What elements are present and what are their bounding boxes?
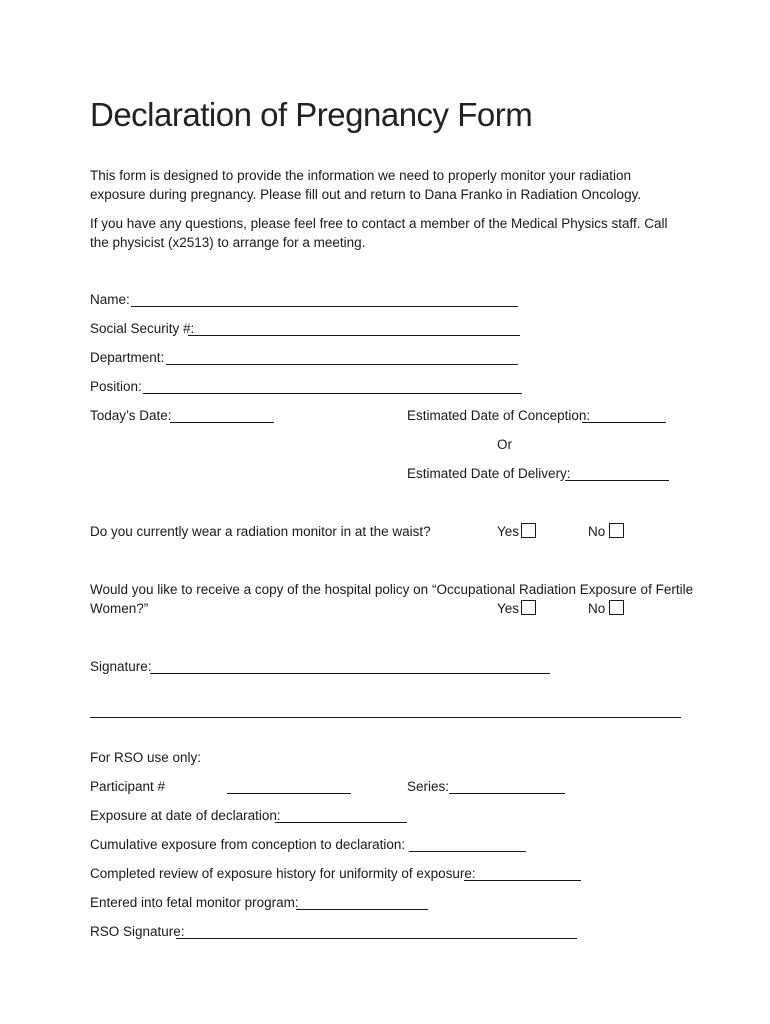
- exposure-review-label: Completed review of exposure history for uniformity of exposure:: [90, 866, 476, 881]
- q2-yes-checkbox[interactable]: [521, 600, 536, 615]
- conception-date-label: Estimated Date of Conception:: [407, 408, 591, 423]
- ssn-label: Social Security #:: [90, 321, 195, 336]
- name-field[interactable]: [131, 306, 518, 307]
- participant-label: Participant #: [90, 779, 166, 794]
- policy-copy-question-line-2: Women?”: [90, 601, 149, 616]
- policy-copy-question-line-1: Would you like to receive a copy of the hospital policy on “Occupational Radiation Exposure of Fertile: [90, 582, 694, 597]
- cumulative-exposure-field[interactable]: [409, 851, 526, 852]
- todays-date-field[interactable]: [170, 422, 274, 423]
- exposure-declaration-field[interactable]: [275, 822, 407, 823]
- exposure-review-field[interactable]: [464, 880, 581, 881]
- section-divider: [90, 717, 681, 718]
- cumulative-exposure-label: Cumulative exposure from conception to declaration:: [90, 837, 406, 852]
- series-label: Series:: [407, 779, 450, 794]
- q2-no-label: No: [588, 601, 606, 616]
- or-label: Or: [497, 437, 512, 452]
- q2-no-checkbox[interactable]: [609, 600, 624, 615]
- series-field[interactable]: [449, 793, 565, 794]
- signature-field[interactable]: [150, 673, 550, 674]
- todays-date-label: Today’s Date:: [90, 408, 172, 423]
- q2-yes-label: Yes: [497, 601, 520, 616]
- q1-no-checkbox[interactable]: [609, 523, 624, 538]
- conception-date-field[interactable]: [582, 422, 666, 423]
- department-field[interactable]: [166, 364, 518, 365]
- page-title: Declaration of Pregnancy Form: [90, 96, 533, 133]
- ssn-field[interactable]: [188, 335, 520, 336]
- intro-paragraph-2: If you have any questions, please feel free to contact a member of the Medical Physics staff. Call the physicist (x2513) to arrange for a meeting.: [90, 216, 668, 250]
- department-label: Department:: [90, 350, 165, 365]
- radiation-monitor-question: Do you currently wear a radiation monitor in at the waist?: [90, 524, 431, 539]
- fetal-monitor-field[interactable]: [296, 909, 428, 910]
- intro-paragraph-1: This form is designed to provide the information we need to properly monitor your radiation exposure during pregnancy. Please fill out and return to Dana Franko in Radiation Oncology.: [90, 168, 642, 202]
- rso-signature-label: RSO Signature:: [90, 924, 185, 939]
- delivery-date-label: Estimated Date of Delivery:: [407, 466, 571, 481]
- q1-yes-label: Yes: [497, 524, 520, 539]
- rso-header: For RSO use only:: [90, 750, 202, 765]
- signature-label: Signature:: [90, 659, 152, 674]
- fetal-monitor-label: Entered into fetal monitor program:: [90, 895, 299, 910]
- q1-yes-checkbox[interactable]: [521, 523, 536, 538]
- position-field[interactable]: [143, 393, 522, 394]
- exposure-declaration-label: Exposure at date of declaration:: [90, 808, 281, 823]
- delivery-date-field[interactable]: [565, 480, 669, 481]
- name-label: Name:: [90, 292, 130, 307]
- position-label: Position:: [90, 379, 142, 394]
- q1-no-label: No: [588, 524, 606, 539]
- participant-field[interactable]: [227, 793, 351, 794]
- rso-signature-field[interactable]: [176, 938, 577, 939]
